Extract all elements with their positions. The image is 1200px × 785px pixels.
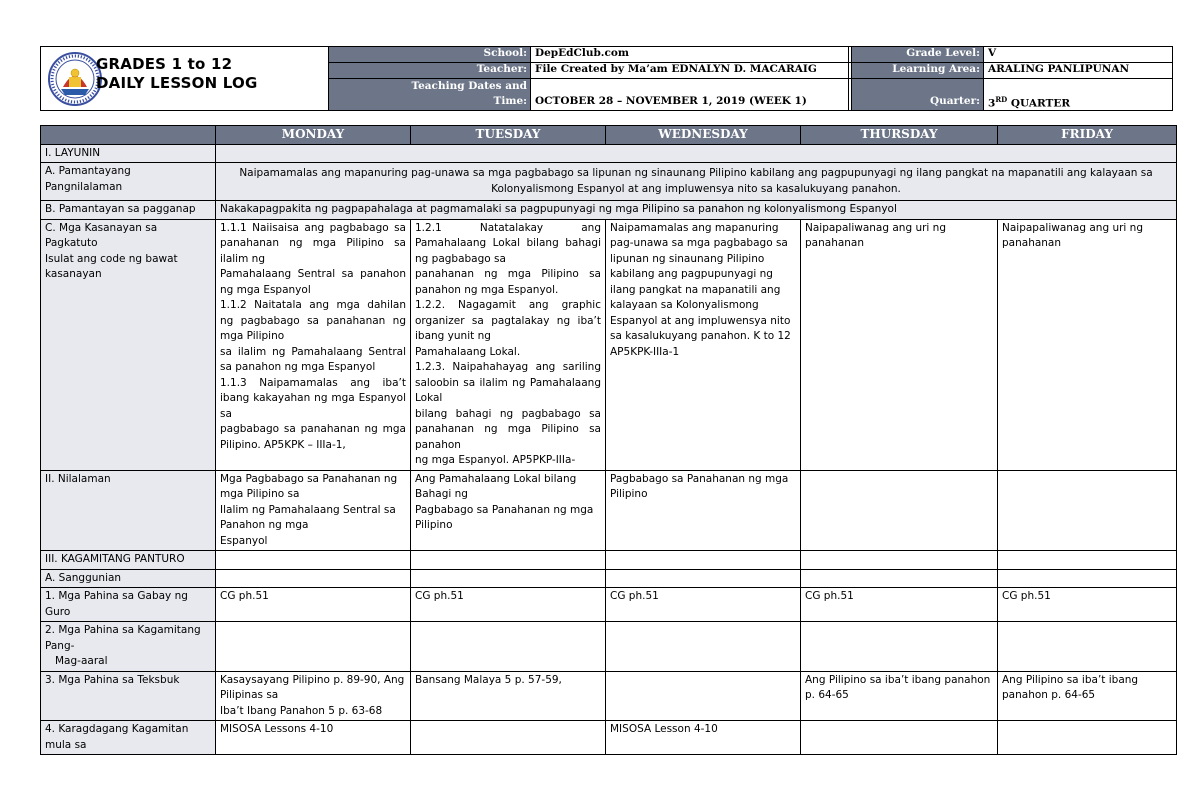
teksbuk-label: 3. Mga Pahina sa Teksbuk (41, 671, 216, 721)
header-info-grid (329, 47, 1172, 110)
pamantayang-value: Naipamamalas ang mapanuring pag-unawa sa mga pagbabago sa lipunan ng sinaunang Pilipino kabilang ang pagpupunyagi ng ilang pangkat na mapanatili ang kalayaan sa Kolonyalismong Espanyol at ang impluwensya nito sa kasalukuyang panahon. (216, 163, 1177, 201)
empty-cell (606, 622, 801, 672)
sanggunian-label: A. Sanggunian (41, 569, 216, 588)
learning-area-label: Learning Area: (852, 63, 984, 78)
dates-label-line2: Time: (493, 95, 527, 107)
dates-row (329, 79, 1172, 110)
teksbuk-row (41, 671, 1177, 721)
teacher-value: File Created by Ma’am EDNALYN D. MACARAIG (531, 63, 849, 78)
kagamitang-label-line2: Mag-aaral (55, 655, 108, 667)
empty-cell (998, 551, 1177, 570)
karagdagang-tuesday (411, 721, 606, 755)
gabay-row (41, 588, 1177, 622)
empty-cell (801, 569, 998, 588)
empty-cell (411, 551, 606, 570)
nilalaman-monday: Mga Pagbabago sa Panahanan ng mga Pilipino sa Ilalim ng Pamahalaang Sentral sa Panahon ng mga Espanyol (216, 470, 411, 551)
empty-cell (998, 569, 1177, 588)
layunin-empty (216, 144, 1177, 163)
gabay-thursday: CG ph.51 (801, 588, 998, 622)
pagganap-row (41, 201, 1177, 220)
title-grades: GRADES 1 to 12 (96, 55, 233, 73)
header-title-block (41, 47, 329, 110)
grade-level-value: V (988, 47, 997, 59)
school-label: School: (329, 47, 531, 62)
gabay-wednesday: CG ph.51 (606, 588, 801, 622)
nilalaman-wednesday: Pagbabago sa Panahanan ng mga Pilipino (606, 470, 801, 551)
nilalaman-thursday (801, 470, 998, 551)
empty-cell (216, 622, 411, 672)
karagdagang-row (41, 721, 1177, 755)
dates-label (329, 79, 531, 110)
day-header-thursday: THURSDAY (801, 126, 998, 145)
gabay-monday: CG ph.51 (216, 588, 411, 622)
empty-cell (801, 551, 998, 570)
teksbuk-monday: Kasaysayang Pilipino p. 89-90, Ang Pilipinas sa Iba’t Ibang Panahon 5 p. 63-68 (216, 671, 411, 721)
kasanayan-monday: 1.1.1 Naiisaisa ang pagbabago sa panahanan ng mga Pilipino sa ilalim ng Pamahalaang Sentral sa panahon ng mga Espanyol 1.1.2 Naitatala ang mga dahilan ng pagbabago sa panahanan ng mga Pilipino sa ilalim ng Pamahalaang Sentral sa panahon ng mga Espanyol 1.1.3 Naipamamalas ang iba’t ibang kakayahan ng mga Espanyol sa pagbabago sa panahanan ng mga Pilipino. AP5KPK – IIIa-1, (216, 219, 411, 470)
kasanayan-label (41, 219, 216, 470)
empty-cell (801, 622, 998, 672)
kagamitang-label (41, 622, 216, 672)
kagamitang-label-line1: 2. Mga Pahina sa Kagamitang Pang- (45, 624, 201, 652)
teksbuk-wednesday (606, 671, 801, 721)
nilalaman-row (41, 470, 1177, 551)
dates-value: OCTOBER 28 – NOVEMBER 1, 2019 (WEEK 1) (531, 79, 849, 110)
pamantayang-row (41, 163, 1177, 201)
grade-level-label: Grade Level: (852, 47, 984, 62)
quarter-label: Quarter: (852, 79, 984, 110)
kagamitan-row (41, 551, 1177, 570)
empty-cell (998, 622, 1177, 672)
gabay-label: 1. Mga Pahina sa Gabay ng Guro (41, 588, 216, 622)
nilalaman-friday (998, 470, 1177, 551)
kagamitan-label: III. KAGAMITANG PANTURO (41, 551, 216, 570)
empty-cell (411, 569, 606, 588)
day-header-tuesday: TUESDAY (411, 126, 606, 145)
lesson-log-table (40, 125, 1177, 755)
karagdagang-monday: MISOSA Lessons 4-10 (216, 721, 411, 755)
quarter-number: 3 (988, 97, 996, 110)
day-header-wednesday: WEDNESDAY (606, 126, 801, 145)
gabay-tuesday: CG ph.51 (411, 588, 606, 622)
pagganap-value: Nakakapagpakita ng pagpapahalaga at pagmamalaki sa pagpupunyagi ng mga Pilipino sa panahon ng kolonyalismong Espanyol (216, 201, 1177, 220)
empty-cell (606, 569, 801, 588)
layunin-row (41, 144, 1177, 163)
empty-cell (606, 551, 801, 570)
school-value: DepEdClub.com (531, 47, 849, 62)
teacher-row (329, 63, 1172, 79)
kasanayan-tuesday: 1.2.1 Natatalakay ang Pamahalaang Lokal bilang bahagi ng pagbabago sa panahanan ng mga Pilipino sa panahon ng mga Espanyol. 1.2.2. Nagagamit ang graphic organizer sa pagtalakay ng iba’t ibang yunit ng Pamahalaang Lokal. 1.2.3. Naipahahayag ang sariling saloobin sa ilalim ng Pamahalaang Lokal bilang bahagi ng pagbabago sa panahanan ng mga Pilipino sa panahon ng mga Espanyol. AP5PKP-IIIa- (411, 219, 606, 470)
karagdagang-thursday (801, 721, 998, 755)
kasanayan-row (41, 219, 1177, 470)
karagdagang-wednesday: MISOSA Lesson 4-10 (606, 721, 801, 755)
kasanayan-thursday: Naipapaliwanag ang uri ng panahanan (801, 219, 998, 470)
teacher-label: Teacher: (329, 63, 531, 78)
kasanayan-label-line2: Isulat ang code ng bawat kasanayan (45, 252, 178, 280)
deped-seal-logo (47, 51, 103, 107)
kasanayan-label-line1: C. Mga Kasanayan sa Pagkatuto (45, 221, 158, 249)
day-header-row (41, 126, 1177, 145)
gabay-friday: CG ph.51 (998, 588, 1177, 622)
kagamitang-row (41, 622, 1177, 672)
empty-cell (216, 551, 411, 570)
quarter-suffix: RD (995, 95, 1008, 104)
pamantayang-label: A. Pamantayang Pangnilalaman (41, 163, 216, 201)
karagdagang-friday (998, 721, 1177, 755)
nilalaman-tuesday: Ang Pamahalaang Lokal bilang Bahagi ng Pagbabago sa Panahanan ng mga Pilipino (411, 470, 606, 551)
teksbuk-friday: Ang Pilipino sa iba’t ibang panahon p. 64-65 (998, 671, 1177, 721)
empty-cell (216, 569, 411, 588)
kasanayan-wednesday: Naipamamalas ang mapanuring pag-unawa sa mga pagbabago sa lipunan ng sinaunang Pilipino kabilang ang pagpupunyagi ng ilang pangkat na mapanatili ang kalayaan sa Kolonyalismong Espanyol at ang impluwensya nito sa kasalukuyang panahon. K to 12 AP5KPK-IIIa-1 (606, 219, 801, 470)
empty-cell (411, 622, 606, 672)
teksbuk-tuesday: Bansang Malaya 5 p. 57-59, (411, 671, 606, 721)
header-block (40, 46, 1173, 111)
karagdagang-label: 4. Karagdagang Kagamitan mula sa (41, 721, 216, 755)
school-row (329, 47, 1172, 63)
kasanayan-friday: Naipapaliwanag ang uri ng panahanan (998, 219, 1177, 470)
teksbuk-thursday: Ang Pilipino sa iba’t ibang panahon p. 64-65 (801, 671, 998, 721)
day-header-friday: FRIDAY (998, 126, 1177, 145)
dates-label-line1: Teaching Dates and (411, 80, 527, 92)
corner-cell (41, 126, 216, 145)
quarter-value (984, 79, 1172, 110)
title-daily-lesson-log: DAILY LESSON LOG (96, 74, 258, 92)
day-header-monday: MONDAY (216, 126, 411, 145)
pagganap-label: B. Pamantayan sa pagganap (41, 201, 216, 220)
quarter-word: QUARTER (1007, 97, 1071, 110)
nilalaman-label: II. Nilalaman (41, 470, 216, 551)
layunin-label: I. LAYUNIN (41, 144, 216, 163)
learning-area-value: ARALING PANLIPUNAN (988, 63, 1130, 75)
sanggunian-row (41, 569, 1177, 588)
